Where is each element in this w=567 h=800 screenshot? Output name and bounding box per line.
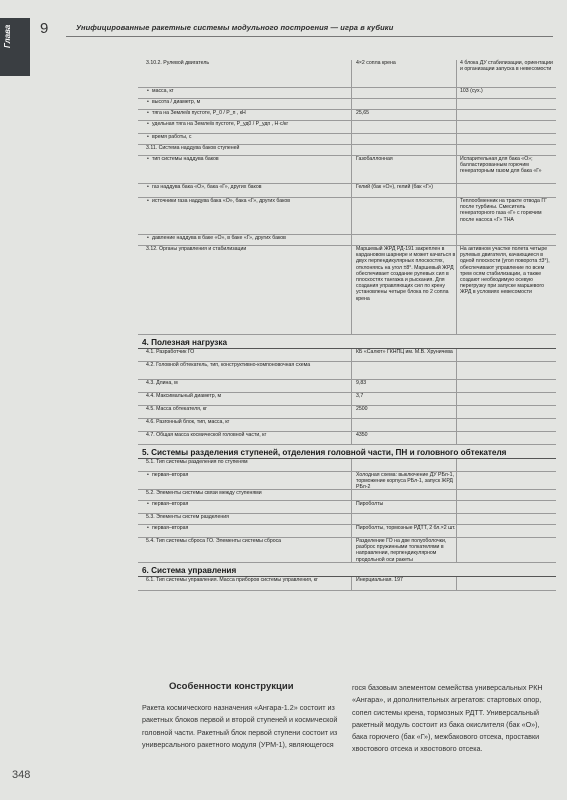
param-cell: • источники газа наддува бака «О», бака «Г», других баков bbox=[152, 198, 357, 204]
column-divider bbox=[351, 380, 352, 392]
value-cell: 4350 bbox=[356, 432, 368, 438]
value-cell: Пироболты, тормозные РДТТ, 2 бл.×2 шт. bbox=[356, 525, 456, 531]
column-divider bbox=[351, 459, 352, 471]
column-divider bbox=[456, 472, 457, 489]
alt-value-cell: Теплообменник на тракте отвода ГГ после турбины. Смеситель генераторного газа «Г» с горючим после насоса «Г» ТНА bbox=[460, 198, 547, 223]
column-divider bbox=[351, 577, 352, 590]
features-title: Особенности конструкции bbox=[169, 681, 294, 692]
column-divider bbox=[456, 88, 457, 98]
column-divider bbox=[351, 134, 352, 144]
column-divider bbox=[456, 134, 457, 144]
column-divider bbox=[456, 577, 457, 590]
column-divider bbox=[351, 198, 352, 234]
features-right-column: гося базовым элементом семейства универсальных РКН «Ангара», и дополнительных агрегатов: стартовых опор, сопел системы крена, тормозных РДТТ. Универсальный ракетный модуль состоит из бака окислителя (бак «О»), бака горючего (бак «Г»), межбакового отсека, проставки хвостового отсека и хвостового отсека. bbox=[352, 683, 543, 754]
column-divider bbox=[351, 60, 352, 87]
column-divider bbox=[456, 459, 457, 471]
table-row bbox=[138, 246, 556, 335]
column-divider bbox=[456, 538, 457, 562]
column-divider bbox=[456, 349, 457, 361]
header-rule bbox=[66, 36, 553, 37]
param-cell: 4.6. Разгонный блок, тип, масса, кг bbox=[146, 419, 230, 425]
column-divider bbox=[456, 419, 457, 431]
table-row bbox=[138, 134, 556, 145]
value-cell: 2500 bbox=[356, 406, 368, 412]
param-cell: • время работы, с bbox=[152, 134, 357, 140]
column-divider bbox=[456, 393, 457, 405]
table-row bbox=[138, 362, 556, 380]
column-divider bbox=[351, 145, 352, 155]
alt-value-cell: 4 блока ДУ стабилизации, ориентации и организации запуска в невесомости bbox=[460, 60, 553, 73]
param-cell: 3.11. Система наддува баков ступеней bbox=[146, 145, 240, 151]
column-divider bbox=[351, 432, 352, 444]
table-row bbox=[138, 525, 556, 538]
param-cell: 4.7. Общая масса космической головной части, кг bbox=[146, 432, 267, 438]
param-cell: • давление наддува в баке «О», в баке «Г», других баков bbox=[152, 235, 357, 241]
param-cell: • тип системы наддува баков bbox=[152, 156, 357, 162]
param-cell: 4.5. Масса обтекателя, кг bbox=[146, 406, 207, 412]
param-cell: 4.1. Разработчик ГО bbox=[146, 349, 195, 355]
column-divider bbox=[456, 362, 457, 379]
column-divider bbox=[351, 406, 352, 418]
column-divider bbox=[351, 156, 352, 183]
table-row bbox=[138, 99, 556, 110]
column-divider bbox=[456, 406, 457, 418]
table-row bbox=[138, 393, 556, 406]
column-divider bbox=[456, 121, 457, 133]
param-cell: • первая–вторая bbox=[152, 472, 357, 478]
alt-value-cell: На активном участке полета четыре рулевых двигателя, качающиеся в одной плоскости (угол поворота ±3°), обеспечивают управление по всем трем осям стабилизации, а также создают необходимую осевую перегрузку при запуске маршевого ЖРД в условиях невесомости bbox=[460, 246, 550, 296]
column-divider bbox=[351, 490, 352, 500]
param-cell: • первая–вторая bbox=[152, 525, 357, 531]
column-divider bbox=[456, 501, 457, 513]
table-row bbox=[138, 121, 556, 134]
column-divider bbox=[456, 198, 457, 234]
column-divider bbox=[456, 110, 457, 120]
table-row bbox=[138, 380, 556, 393]
column-divider bbox=[351, 235, 352, 245]
table-row bbox=[138, 538, 556, 563]
column-divider bbox=[456, 246, 457, 334]
column-divider bbox=[456, 380, 457, 392]
value-cell: Гелий (бак «О»), гелий (бак «Г») bbox=[356, 184, 433, 190]
table-row bbox=[138, 235, 556, 246]
value-cell: 4×2 сопла крена bbox=[356, 60, 396, 66]
alt-value-cell: Испарительная для бака «О»; балластированным горючим генераторным газом для бака «Г» bbox=[460, 156, 542, 175]
chapter-number: 9 bbox=[40, 20, 49, 37]
table-row bbox=[138, 432, 556, 445]
column-divider bbox=[351, 99, 352, 109]
column-divider bbox=[351, 419, 352, 431]
column-divider bbox=[456, 184, 457, 197]
alt-value-cell: 103 (сух.) bbox=[460, 88, 483, 94]
table-row bbox=[138, 60, 556, 88]
page-number: 348 bbox=[12, 769, 31, 781]
param-cell: 3.12. Органы управления и стабилизации bbox=[146, 246, 247, 252]
param-cell: • первая–вторая bbox=[152, 501, 357, 507]
param-cell: 5.1. Тип системы разделения по ступеням bbox=[146, 459, 248, 465]
table-row bbox=[138, 110, 556, 121]
section-heading: 5. Системы разделения ступеней, отделения головной части, ПН и головного обтекателя bbox=[138, 445, 556, 459]
value-cell: Разделение ГО на две полуоболочки, разброс пружинными толкателями в направлении, перпендикулярном продольной оси ракеты bbox=[356, 538, 447, 563]
column-divider bbox=[351, 184, 352, 197]
column-divider bbox=[351, 472, 352, 489]
table-row bbox=[138, 514, 556, 525]
column-divider bbox=[351, 538, 352, 562]
value-cell: 25,65 bbox=[356, 110, 369, 116]
table-row bbox=[138, 577, 556, 591]
column-divider bbox=[351, 88, 352, 98]
param-cell: • газ наддува бака «О», бака «Г», других баков bbox=[152, 184, 357, 190]
value-cell: Маршевый ЖРД РД-191 закреплен в кардановом шарнире и может качаться в двух перпендикулярных плоскостях, отклоняясь на угол ±8°. Маршевый ЖРД обеспечивает создание рулевых сил в плоскостях тангажа и рыскания. Для создания управляющих сил по крену установлены четыре блока по 2 сопла крена bbox=[356, 246, 456, 302]
value-cell: КБ «Салют» ГКНПЦ им. М.В. Хруничева bbox=[356, 349, 453, 355]
table-row bbox=[138, 490, 556, 501]
column-divider bbox=[351, 349, 352, 361]
column-divider bbox=[456, 514, 457, 524]
table-row bbox=[138, 184, 556, 198]
table-row bbox=[138, 88, 556, 99]
table-row bbox=[138, 156, 556, 184]
param-cell: 5.3. Элементы систем разделения bbox=[146, 514, 229, 520]
column-divider bbox=[351, 393, 352, 405]
param-cell: 5.4. Тип системы сброса ГО. Элементы системы сброса bbox=[146, 538, 282, 544]
column-divider bbox=[456, 490, 457, 500]
features-left-column: Ракета космического назначения «Ангара-1.2» состоит из ракетных блоков первой и второй ступеней и космической головной части. Ракетный блок первой ступени состоит из универсального ракетного модуля (УРМ-1), являющегося bbox=[142, 703, 338, 749]
column-divider bbox=[456, 99, 457, 109]
param-cell: 5.2. Элементы системы связи между ступенями bbox=[146, 490, 262, 496]
value-cell: Газобаллонная bbox=[356, 156, 393, 162]
column-divider bbox=[351, 501, 352, 513]
chapter-tab-label: Глава bbox=[3, 24, 12, 48]
column-divider bbox=[351, 525, 352, 537]
column-divider bbox=[456, 235, 457, 245]
section-heading: 6. Система управления bbox=[138, 563, 556, 577]
param-cell: • масса, кг bbox=[152, 88, 357, 94]
column-divider bbox=[351, 362, 352, 379]
value-cell: Инерциальная. 197 bbox=[356, 577, 403, 583]
column-divider bbox=[456, 60, 457, 87]
column-divider bbox=[456, 156, 457, 183]
param-cell: 4.3. Длина, м bbox=[146, 380, 178, 386]
value-cell: 3,7 bbox=[356, 393, 364, 399]
table-row bbox=[138, 349, 556, 362]
table-row bbox=[138, 419, 556, 432]
column-divider bbox=[456, 432, 457, 444]
table-row bbox=[138, 406, 556, 419]
column-divider bbox=[351, 514, 352, 524]
column-divider bbox=[456, 525, 457, 537]
param-cell: 4.4. Максимальный диаметр, м bbox=[146, 393, 222, 399]
running-title: Унифицированные ракетные системы модульного построения — игра в кубики bbox=[76, 23, 394, 32]
column-divider bbox=[456, 145, 457, 155]
table-row bbox=[138, 472, 556, 490]
column-divider bbox=[351, 246, 352, 334]
value-cell: Холодная схема: выключение ДУ РБл-1, торможение корпуса РБл-1, запуск ЖРД РБл-2 bbox=[356, 472, 454, 491]
table-row bbox=[138, 459, 556, 472]
chapter-tab bbox=[0, 18, 30, 76]
table-row bbox=[138, 501, 556, 514]
column-divider bbox=[351, 121, 352, 133]
value-cell: Пироболты bbox=[356, 501, 384, 507]
param-cell: 6.1. Тип системы управления. Масса приборов системы управления, кг bbox=[146, 577, 318, 583]
value-cell: 9,83 bbox=[356, 380, 367, 386]
param-cell: • тяга на Земле/в пустоте, P_0 / P_п , кН bbox=[152, 110, 357, 116]
param-cell: 4.2. Головной обтекатель, тип, конструктивно-компоновочная схема bbox=[146, 362, 311, 368]
param-cell: • удельная тяга на Земле/в пустоте, P_уд0 / P_удп , Н·с/кг bbox=[152, 121, 357, 127]
param-cell: 3.10.2. Рулевой двигатель bbox=[146, 60, 210, 66]
table-row bbox=[138, 198, 556, 235]
column-divider bbox=[351, 110, 352, 120]
param-cell: • высота / диаметр, м bbox=[152, 99, 357, 105]
table-row bbox=[138, 145, 556, 156]
spec-table bbox=[138, 60, 556, 591]
section-heading: 4. Полезная нагрузка bbox=[138, 335, 556, 349]
